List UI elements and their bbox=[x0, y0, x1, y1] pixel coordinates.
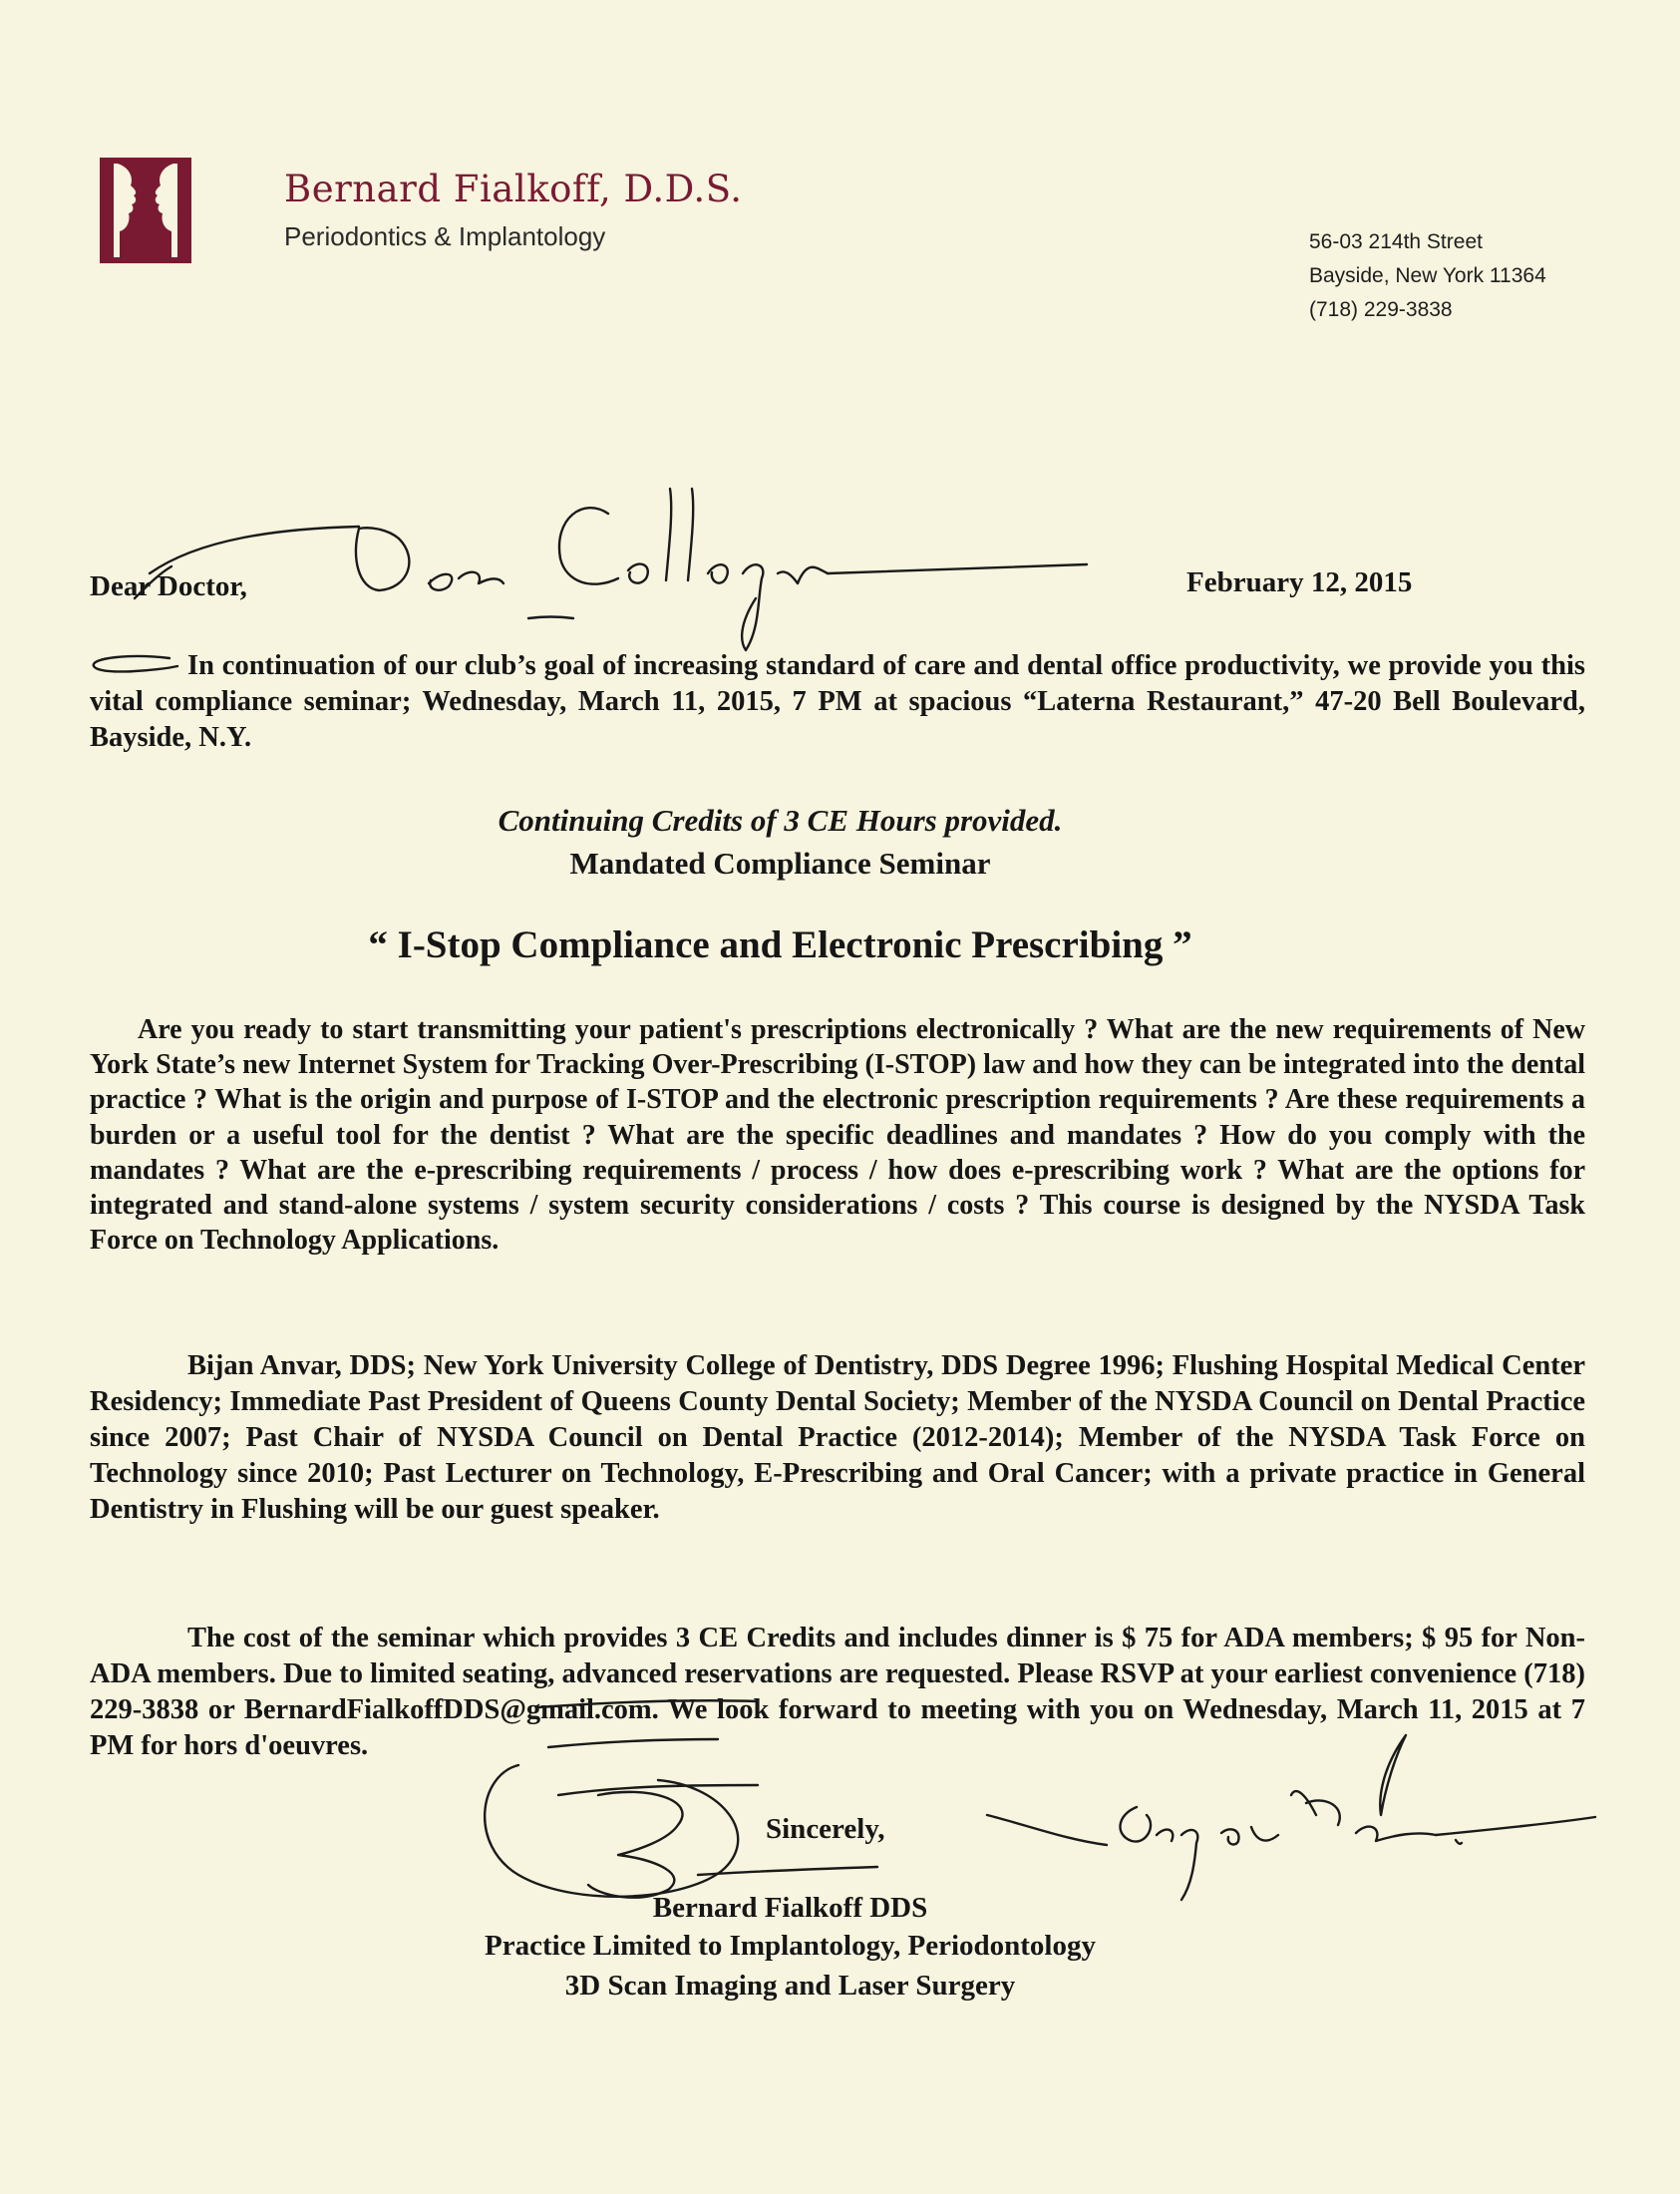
phone-number: (718) 229-3838 bbox=[1309, 298, 1453, 321]
letter-date: February 12, 2015 bbox=[1186, 566, 1413, 598]
letterhead-address bbox=[1309, 225, 1546, 327]
cost-paragraph: The cost of the seminar which provides 3 CE Credits and includes dinner is $ 75 for ADA members; $ 95 for Non-ADA members. Due to limited seating, advanced reservations are requested. Please RSVP at your earliest convenience (718) 229-3838 or BernardFialkoffDDS@gmail.com. We look forward to meeting with you on Wednesday, March 11, 2015 at 7 PM for hors d'oeuvres. bbox=[90, 1623, 1585, 1761]
seminar-type: Mandated Compliance Seminar bbox=[569, 846, 991, 881]
signer-specialties: 3D Scan Imaging and Laser Surgery bbox=[564, 1970, 1016, 2002]
letterhead-name: Bernard Fialkoff, D.D.S. bbox=[284, 168, 743, 210]
profile-faces-logo-icon bbox=[100, 158, 191, 263]
ce-credit-line: Continuing Credits of 3 CE Hours provided. bbox=[498, 803, 1063, 838]
closing: Sincerely, bbox=[766, 1813, 885, 1845]
description-paragraph: Are you ready to start transmitting your patient's prescriptions electronically ? What are the new requirements of New York State’s new Internet System for Tracking Over-Prescribing (I-STOP) law and how they can be integrated into the dental practice ? What is the origin and purpose of I-STOP and the electronic prescription requirements ? Are these requirements a burden or a useful tool for the dentist ? What are the specific deadlines and mandates ? How do you comply with the mandates ? What are the e-prescribing requirements / process / how does e-prescribing work ? What are the options for integrated and stand-alone systems / system security considerations / costs ? This course is designed by the NYSDA Task Force on Technology Applications. bbox=[90, 1014, 1585, 1257]
seminar-title: “ I-Stop Compliance and Electronic Prescribing ” bbox=[368, 923, 1192, 966]
signer-name: Bernard Fialkoff DDS bbox=[652, 1892, 928, 1924]
address-line1: 56-03 214th Street bbox=[1309, 230, 1483, 253]
salutation: Dear Doctor, bbox=[90, 570, 247, 602]
signer-practice: Practice Limited to Implantology, Periodontology bbox=[485, 1930, 1096, 1962]
speaker-paragraph: Bijan Anvar, DDS; New York University College of Dentistry, DDS Degree 1996; Flushing Hospital Medical Center Residency; Immediate Past President of Queens County Dental Society; Member of the NYSDA Council on Dental Practice since 2007; Past Chair of NYSDA Council on Dental Practice (2012-2014); Member of the NYSDA Task Force on Technology since 2010; Past Lecturer on Technology, E-Prescribing and Oral Cancer; with a private practice in General Dentistry in Flushing will be our guest speaker. bbox=[90, 1350, 1585, 1525]
letterhead-tagline: Periodontics & Implantology bbox=[284, 221, 606, 251]
intro-paragraph: In continuation of our club’s goal of increasing standard of care and dental office productivity, we provide you this vital compliance seminar; Wednesday, March 11, 2015, 7 PM at spacious “Laterna Restaurant,” 47-20 Bell Boulevard, Bayside, N.Y. bbox=[90, 650, 1585, 753]
address-line2: Bayside, New York 11364 bbox=[1309, 264, 1546, 287]
